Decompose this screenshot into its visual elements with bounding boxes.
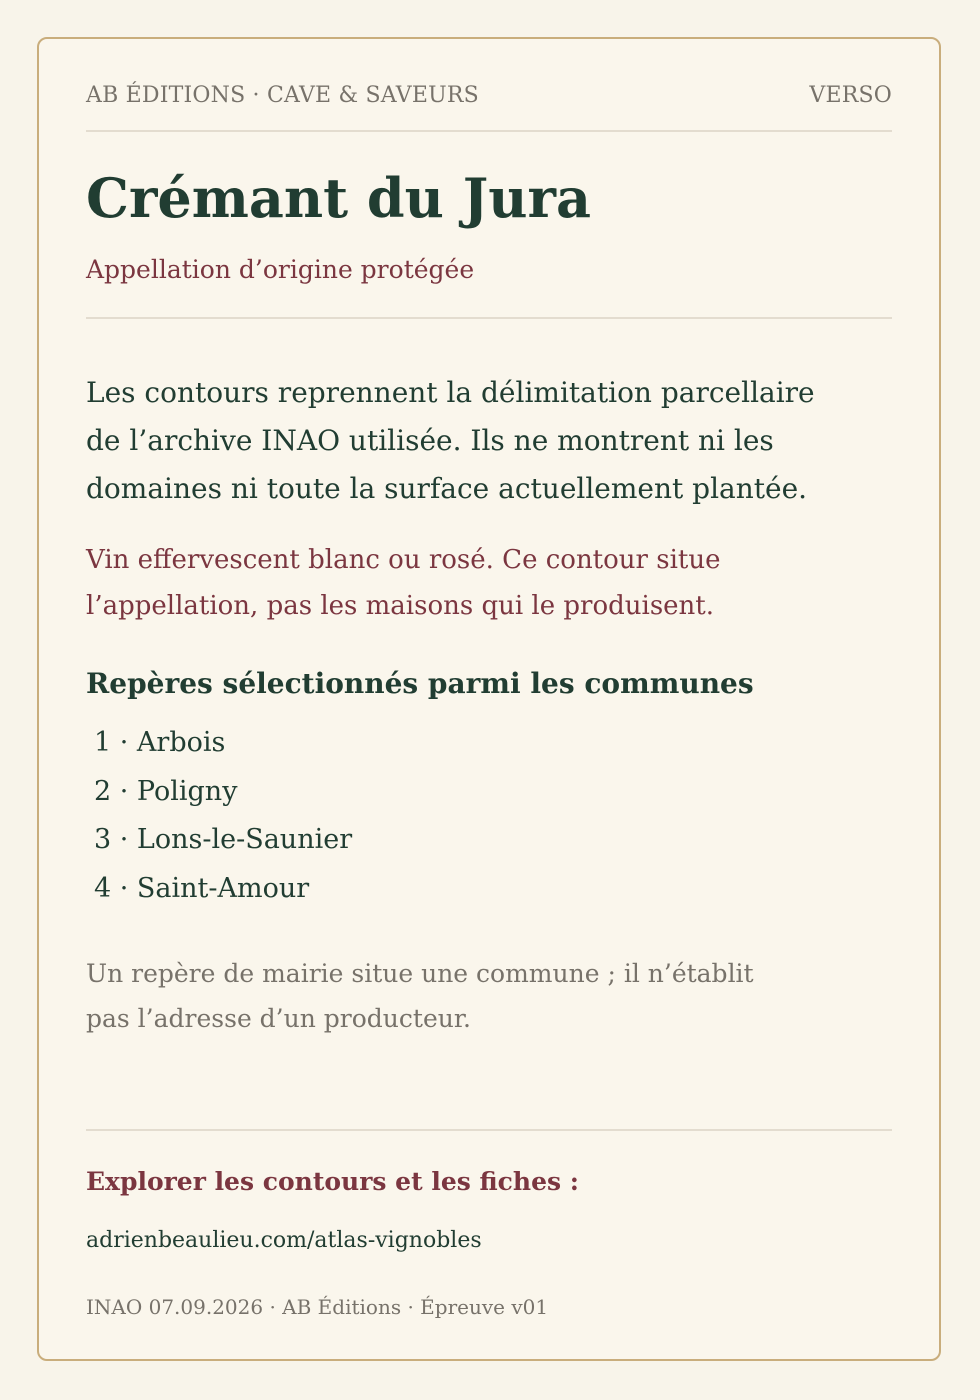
footer-credits: INAO 07.09.2026 · AB Éditions · Épreuve v01	[86, 1295, 549, 1319]
card-content	[86, 39, 892, 1359]
disclaimer-line: pas l’adresse d’un producteur.	[86, 1004, 471, 1033]
intro-line: domaines ni toute la surface actuellement plantée.	[86, 472, 808, 505]
page-subtitle: Appellation d’origine protégée	[86, 255, 475, 284]
intro-line: de l’archive INAO utilisée. Ils ne montrent ni les	[86, 424, 774, 457]
disclaimer-paragraph	[86, 951, 806, 1041]
landmarks-heading: Repères sélectionnés parmi les communes	[86, 667, 754, 700]
explore-label: Explorer les contours et les fiches :	[86, 1167, 579, 1196]
landmark-item: 3 · Lons-le-Saunier	[94, 824, 353, 855]
side-label: VERSO	[809, 83, 892, 108]
disclaimer-line: Un repère de mairie situe une commune ; il n’établit	[86, 959, 754, 988]
atlas-link[interactable]: adrienbeaulieu.com/atlas-vignobles	[86, 1228, 482, 1253]
landmark-item: 1 · Arbois	[94, 727, 226, 758]
page-title: Crémant du Jura	[86, 166, 591, 230]
header-bar	[86, 83, 892, 113]
wine-note	[86, 537, 806, 629]
publisher-label: AB ÉDITIONS · CAVE & SAVEURS	[86, 83, 479, 108]
footer-divider	[86, 1129, 892, 1131]
landmarks-list	[94, 719, 352, 913]
note-line: l’appellation, pas les maisons qui le produisent.	[86, 591, 715, 621]
landmark-item: 2 · Poligny	[94, 775, 238, 807]
landmark-item: 4 · Saint-Amour	[94, 872, 310, 904]
verso-card	[37, 37, 941, 1361]
intro-paragraph	[86, 369, 826, 513]
title-divider	[86, 317, 892, 319]
note-line: Vin effervescent blanc ou rosé. Ce contour situe	[86, 545, 721, 575]
header-divider	[86, 130, 892, 132]
intro-line: Les contours reprennent la délimitation parcellaire	[86, 376, 815, 409]
